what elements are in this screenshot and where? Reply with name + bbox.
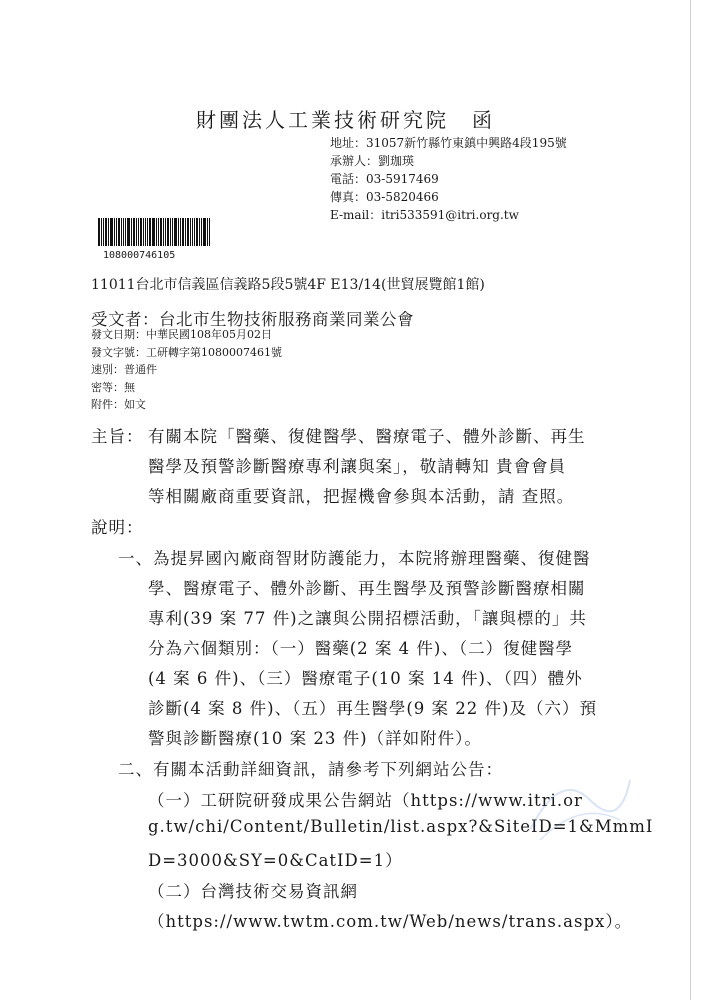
barcode-bar	[136, 218, 137, 246]
barcode-bar	[167, 218, 169, 246]
barcode-bar	[207, 218, 208, 246]
document-meta	[91, 326, 282, 414]
sender-email: E-mail：itri533591@itri.org.tw	[330, 208, 519, 222]
barcode-bar	[145, 218, 146, 246]
sender-fax: 傳真：03-5820466	[330, 190, 439, 204]
barcode-bar	[98, 218, 100, 246]
barcode-bar	[127, 218, 130, 246]
sender-info	[330, 134, 567, 224]
barcode-bar	[156, 218, 157, 246]
subject-line: 有關本院「醫藥、復健醫學、醫療電子、體外診斷、再生	[148, 427, 586, 446]
barcode-bar	[199, 218, 200, 246]
barcode-bar	[108, 218, 109, 246]
barcode-bar	[143, 218, 144, 246]
explanation-line: 學、醫療電子、體外診斷、再生醫學及預警診斷醫療相關	[148, 579, 586, 598]
barcode-bar	[194, 218, 195, 246]
barcode-bar	[182, 218, 184, 246]
barcode-bar	[101, 218, 102, 246]
explanation-label: 說明：	[91, 518, 144, 537]
barcode-bar	[105, 218, 107, 246]
attachment: 附件：如文	[91, 398, 146, 411]
barcode-bar	[131, 218, 132, 246]
subject-line: 等相關廠商重要資訊，把握機會參與本活動，請 查照。	[148, 487, 575, 506]
website-line: D=3000&SY=0&CatID=1）	[148, 851, 403, 870]
barcode-number: 108000746105	[103, 250, 176, 261]
barcode-bar	[196, 218, 198, 246]
barcode-bar	[152, 218, 155, 246]
barcode-bar	[165, 218, 166, 246]
barcode-bar	[180, 218, 181, 246]
barcode-bar	[163, 218, 164, 246]
barcode-bar	[121, 218, 122, 246]
barcode-bar	[147, 218, 148, 246]
recipient: 受文者：台北市生物技術服務商業同業公會	[91, 310, 414, 329]
document-title: 財團法人工業技術研究院 函	[196, 108, 495, 132]
website-line: g.tw/chi/Content/Bulletin/list.aspx?&SiteID=1&MmmI	[148, 817, 654, 836]
page-edge-line	[690, 0, 691, 1000]
document-number: 發文字號：工研轉字第1080007461號	[91, 345, 282, 359]
explanation-line: (4 案 6 件)、（三）醫療電子(10 案 14 件)、（四）體外	[148, 669, 583, 688]
explanation-item-2: 二、有關本活動詳細資訊，請參考下列網站公告：	[118, 760, 503, 779]
sender-phone: 電話：03-5917469	[330, 172, 439, 186]
barcode-bar	[138, 218, 139, 246]
barcode-bar	[133, 218, 135, 246]
barcode-bar	[185, 218, 186, 246]
delivery-speed: 速別：普通件	[91, 363, 157, 376]
barcode-bar	[160, 218, 162, 246]
barcode-bar	[103, 218, 104, 246]
barcode-bar	[149, 218, 151, 246]
faint-stamp-mark	[520, 760, 640, 850]
security-level: 密等：無	[91, 380, 135, 394]
barcode-bar	[123, 218, 124, 246]
barcode-bar	[209, 218, 210, 246]
barcode-bar	[158, 218, 159, 246]
barcode-bar	[140, 218, 142, 246]
barcode-bar	[190, 218, 191, 246]
barcode-bar	[110, 218, 113, 246]
barcode	[98, 218, 220, 246]
issue-date: 發文日期：中華民國108年05月02日	[91, 328, 272, 341]
website-line: （https://www.twtm.com.tw/Web/news/trans.aspx）。	[148, 912, 633, 931]
website-line: （一）工研院研發成果公告網站（https://www.itri.or	[148, 791, 583, 810]
explanation-line: 分為六個類別：（一）醫藥(2 案 4 件)、（二）復健醫學	[148, 639, 574, 658]
subject-line: 醫學及預警診斷醫療專利讓與案」，敬請轉知 貴會會員	[148, 457, 566, 476]
barcode-bar	[170, 218, 171, 246]
barcode-bar	[178, 218, 179, 246]
explanation-line: 診斷(4 案 8 件)、（五）再生醫學(9 案 22 件)及（六）預	[148, 699, 597, 718]
explanation-line: 一、為提昇國內廠商智財防護能力，本院將辦理醫藥、復健醫	[118, 549, 591, 568]
barcode-bar	[187, 218, 189, 246]
barcode-bar	[125, 218, 126, 246]
barcode-bar	[174, 218, 177, 246]
explanation-line: 專利(39 案 77 件)之讓與公開招標活動，「讓與標的」共	[148, 609, 587, 628]
barcode-bar	[201, 218, 202, 246]
barcode-bar	[203, 218, 206, 246]
subject-label: 主旨：	[91, 427, 144, 446]
barcode-bar	[192, 218, 193, 246]
sender-address: 地址：31057新竹縣竹東鎮中興路4段195號	[330, 136, 567, 150]
recipient-address: 11011台北市信義區信義路5段5號4F E13/14(世貿展覽館1館)	[91, 277, 485, 293]
barcode-bar	[172, 218, 173, 246]
barcode-bar	[116, 218, 117, 246]
website-line: （二）台灣技術交易資訊網	[148, 882, 358, 901]
barcode-bar	[114, 218, 115, 246]
sender-handler: 承辦人：劉珈瑛	[330, 154, 415, 168]
barcode-bar	[118, 218, 120, 246]
explanation-line: 警與診斷醫療(10 案 23 件)（詳如附件）。	[148, 729, 482, 748]
